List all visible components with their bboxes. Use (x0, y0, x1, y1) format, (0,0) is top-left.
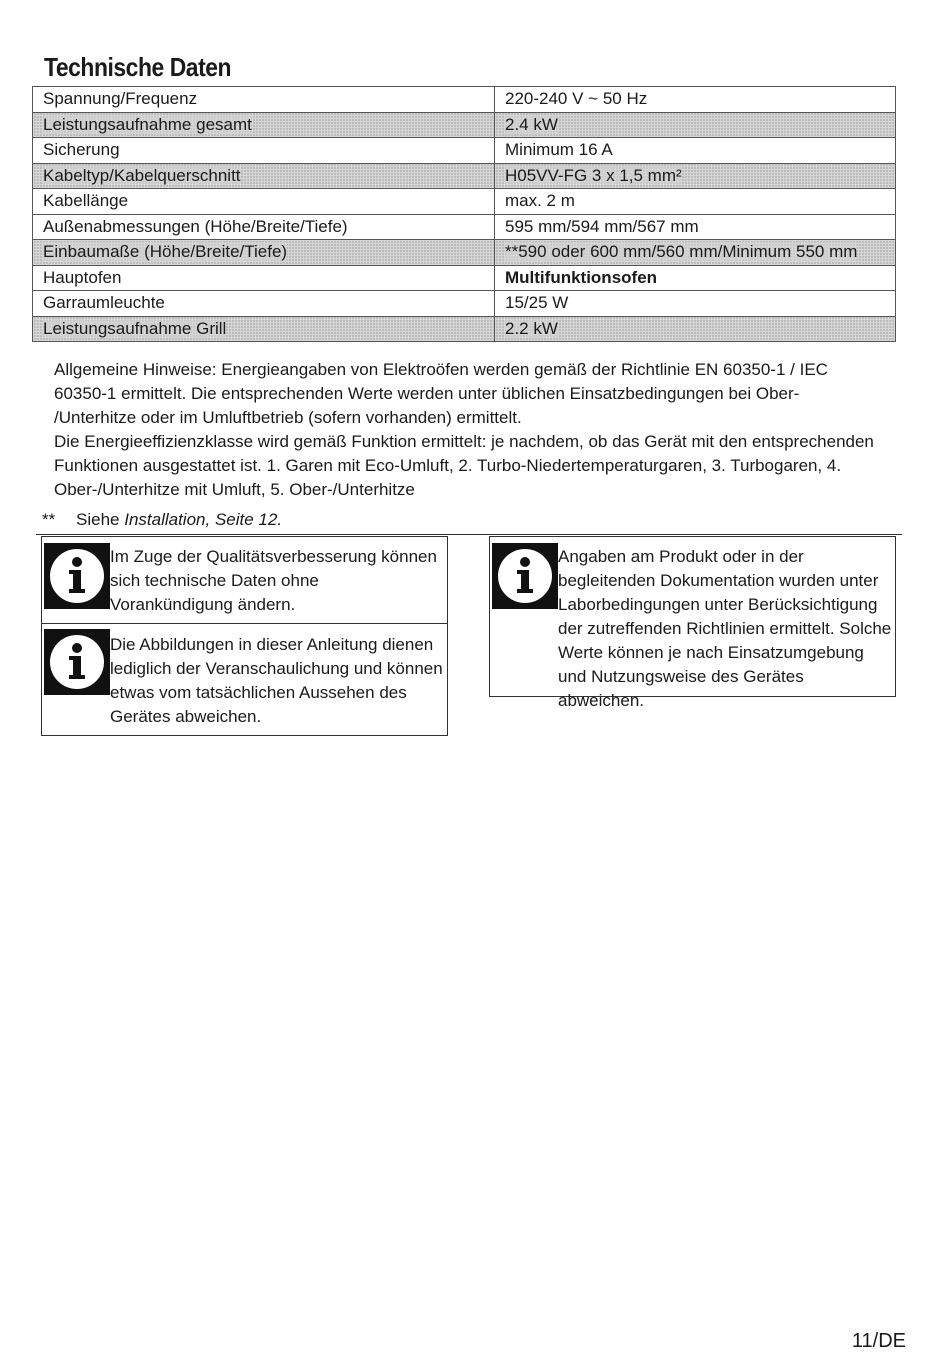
spec-value: 2.2 kW (495, 316, 896, 342)
table-row (33, 265, 896, 291)
table-row (33, 87, 896, 113)
spec-value: Minimum 16 A (495, 138, 896, 164)
info-box-right (489, 536, 896, 710)
info-icon (492, 543, 558, 609)
table-row (33, 112, 896, 138)
general-note-text: Allgemeine Hinweise: Energieangaben von Elektroöfen werden gemäß der Richtlinie EN 60350-1 / IEC 60350-1 ermittelt. Die entsprechenden Werte werden unter üblichen Einsatzbedingungen bei Ober- /Unterhitze oder im Umluftbetrieb (sofern vorhanden) ermittelt. (54, 360, 828, 427)
table-row (33, 291, 896, 317)
footnote-reference: Installation, Seite 12. (124, 510, 283, 529)
spec-label: Spannung/Frequenz (33, 87, 495, 113)
info-text-lab-conditions: Angaben am Produkt oder in der begleitenden Dokumentation wurden unter Laborbedingungen unter Berücksichtigung der zutreffenden Richtlinien ermittelt. Solche Werte können je nach Einsatzumgebung und Nutzungsweise des Gerätes abweichen. (558, 547, 892, 710)
spec-label: Hauptofen (33, 265, 495, 291)
spec-value: 15/25 W (495, 291, 896, 317)
spec-value: 2.4 kW (495, 112, 896, 138)
table-row (33, 214, 896, 240)
info-icon (44, 543, 110, 609)
info-text-illustrations: Die Abbildungen in dieser Anleitung dienen lediglich der Veranschaulichung und können etwas vom tatsächlichen Aussehen des Gerätes abweichen. (110, 635, 443, 726)
table-row (33, 189, 896, 215)
table-row (33, 138, 896, 164)
table-row (33, 163, 896, 189)
spec-value: **590 oder 600 mm/560 mm/Minimum 550 mm (495, 240, 896, 266)
spec-label: Leistungsaufnahme Grill (33, 316, 495, 342)
spec-label: Leistungsaufnahme gesamt (33, 112, 495, 138)
spec-value: Multifunktionsofen (495, 265, 896, 291)
section-title: Technische Daten (44, 52, 232, 82)
info-text-quality: Im Zuge der Qualitätsverbesserung können sich technische Daten ohne Vorankündigung ändern. (110, 547, 437, 614)
spec-label: Sicherung (33, 138, 495, 164)
info-box-left (41, 536, 448, 736)
spec-label: Kabeltyp/Kabelquerschnitt (33, 163, 495, 189)
footnote-mark: ** (42, 510, 56, 529)
spec-label: Einbaumaße (Höhe/Breite/Tiefe) (33, 240, 495, 266)
separator-line (36, 534, 902, 535)
general-notes (54, 358, 874, 502)
spec-label: Kabellänge (33, 189, 495, 215)
spec-label: Garraumleuchte (33, 291, 495, 317)
spec-value: 595 mm/594 mm/567 mm (495, 214, 896, 240)
page-number: 11/DE (851, 1330, 906, 1352)
spec-value: max. 2 m (495, 189, 896, 215)
table-row (33, 240, 896, 266)
efficiency-note-text: Die Energieeffizienzklasse wird gemäß Funktion ermittelt: je nachdem, ob das Gerät mit den entsprechenden Funktionen ausgestattet ist. 1. Garen mit Eco-Umluft, 2. Turbo-Niedertemperaturgaren, 3. Turbogaren, 4. Ober-/Unterhitze mit Umluft, 5. Ober-/Unterhitze (54, 432, 874, 499)
info-box-divider (42, 623, 447, 624)
spec-label: Außenabmessungen (Höhe/Breite/Tiefe) (33, 214, 495, 240)
footnote-prefix: Siehe (76, 510, 120, 529)
footnote (42, 508, 282, 532)
technical-data-table (32, 86, 896, 342)
spec-value: H05VV-FG 3 x 1,5 mm² (495, 163, 896, 189)
table-row (33, 316, 896, 342)
info-icon (44, 629, 110, 695)
spec-value: 220-240 V ~ 50 Hz (495, 87, 896, 113)
